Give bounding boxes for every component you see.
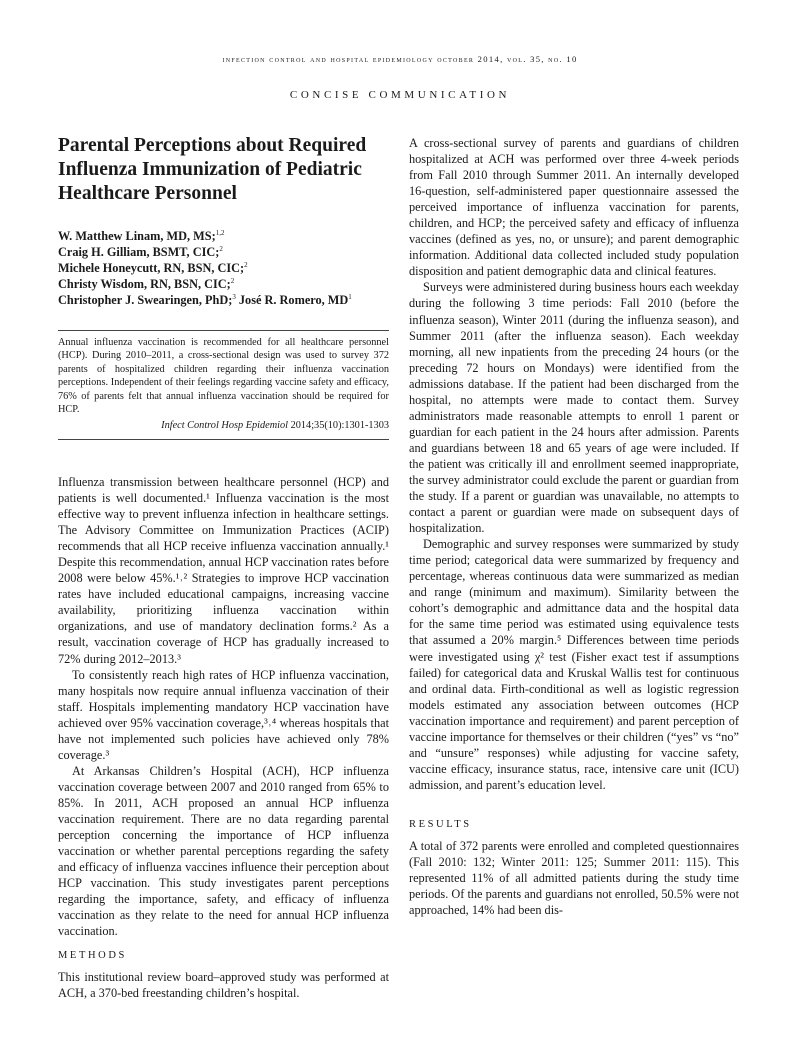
intro-paragraph-3: At Arkansas Children’s Hospital (ACH), HCP influenza vaccination coverage between 2007 and 2010 ranged from 65% to 85%. In 2011, ACH proposed an annual HCP influenza vaccination requirement. There are no data regarding parental perception concerning the importance of HCP influenza vaccination or whether parental perceptions regarding the safety and efficacy of influenza vaccines influence their perception about HCP vaccination. This study investigates parent perceptions regarding the importance, safety, and efficacy of influenza vaccination as they relate to the need for annual HCP influenza vaccination. (58, 763, 389, 939)
citation: Infect Control Hosp Epidemiol 2014;35(10):1301-1303 (161, 420, 389, 432)
running-head: infection control and hospital epidemiology october 2014, vol. 35, no. 10 (222, 54, 578, 64)
intro-paragraph-2: To consistently reach high rates of HCP influenza vaccination, many hospitals now require annual influenza vaccination of their staff. Hospitals implementing mandatory HCP vaccination have achieved over 95% vaccination coverage,³˒⁴ whereas hospitals that have not implemented such policies have achieved only 78% coverage.³ (58, 667, 389, 762)
section-label: CONCISE COMMUNICATION (289, 89, 511, 101)
author-2: Craig H. Gilliam, BSMT, CIC;$^2$ (58, 244, 223, 259)
methods-paragraph-1: This institutional review board–approved study was performed at ACH, a 370-bed freestanding children’s hospital. (58, 970, 389, 1001)
author-3: Michele Honeycutt, RN, BSN, CIC;$^2$ (58, 260, 248, 275)
results-paragraph-1: A total of 372 parents were enrolled and completed questionnaires (Fall 2010: 132; Winter 2011: 125; Summer 2011: 115). This represented 11% of all admitted patients during the study time periods. Of the parents and guardians not enrolled, 50.5% were not approached, 14% had been dis- (409, 838, 739, 918)
methods-paragraph-2: A cross-sectional survey of parents and guardians of children hospitalized at ACH was performed over three 4-week periods from Fall 2010 through Summer 2011. An internally developed 16-question, self-administered paper questionnaire assessed the perceived importance of influenza vaccination for parents, children, and HCP; the perceived safety and efficacy of influenza vaccines (defined as yes, no, or unsure); and parent demographic information. Additional data collected included study population disposition and patient demographic data and clinical features. (409, 136, 739, 279)
author-4: Christy Wisdom, RN, BSN, CIC;$^2$ (58, 276, 235, 291)
author-5: Christopher J. Swearingen, PhD;$^3$ José R. Romero, $MD^1$ (58, 292, 352, 307)
right-column-body (409, 135, 739, 918)
intro-paragraph-1: Influenza transmission between healthcare personnel (HCP) and patients is well documented.¹ Influenza vaccination is the most effective way to prevent influenza infection in healthcare settings. The Advisory Committee on Immunization Practices (ACIP) recommends that all HCP receive influenza vaccination annually.¹ Despite this recommendation, annual HCP vaccination rates before 2008 were below 45%.¹˒² Strategies to improve HCP vaccination rates have included educational campaigns, increasing vaccine availability, prioritizing influenza vaccination within organizations, and use of mandatory declination forms.² As a result, vaccination coverage of HCP has gradually increased to 72% during 2012–2013.³ (58, 475, 389, 666)
methods-heading: METHODS (58, 950, 127, 962)
abstract (58, 330, 389, 440)
results-heading: RESULTS (409, 818, 472, 830)
article-title: Parental Perceptions about Required Influenza Immunization of Pediatric Healthcare Personnel (58, 135, 367, 204)
abstract-text: Annual influenza vaccination is recommended for all healthcare personnel (HCP). During 2010–2011, a cross-sectional design was used to survey 372 parents of hospitalized children regarding their influenza vaccination perceptions. Independent of their feelings regarding vaccine safety and efficacy, 76% of parents felt that annual influenza vaccination should be required for HCP. (58, 337, 389, 416)
methods-paragraph-4: Demographic and survey responses were summarized by study time period; categorical data were summarized by frequency and percentage, whereas continuous data were summarized as median and range (minimum and maximum). Similarity between the cohort’s demographic and admittance data and the hospital data for the same time period was estimated using equivalence tests that assumed a 20% margin.⁵ Differences between time periods were investigated using χ² test (Fisher exact test if assumptions failed) for categorical data and Kruskal Wallis test for continuous and ordinal data. Firth-conditional as well as logistic regression models estimated any association between outcomes (HCP vaccination importance and requirement) and parent perception of vaccine importance for themselves or their children (“yes” vs “no” and “unsure” responses) while adjusting for vaccine safety, vaccine efficacy, insurance status, race, intensive care unit (ICU) admission, and parent’s education level. (409, 537, 739, 792)
author-1: W. Matthew Linam, MD, MS;$^{1,2}$ (58, 228, 225, 243)
methods-paragraph-3: Surveys were administered during business hours each weekday during the following 3 time periods: Fall 2010 (before the influenza season), Winter 2011 (during the influenza season), and Summer 2011 (after the influenza season). Each weekday morning, all new inpatients from the preceding 24 hours (or the preceding 72 hours on Mondays) were identified from the admissions database. If the patient had been discharged from the hospital, no attempts were made to contact them. Survey administrators made reasonable attempts to enroll 1 parent or guardian for each patient in the 24 hours after admission. Parents and guardians between 18 and 65 years of age were included. If the patient was critically ill and enrollment seemed inappropriate, the survey administrator could exclude the parent or guardian from the study. If a parent or guardian was unavailable, no attempts to contact a parent or guardian were made on subsequent days of hospitalization. (409, 280, 739, 536)
author-list (58, 228, 398, 308)
left-column-body (58, 474, 389, 1001)
